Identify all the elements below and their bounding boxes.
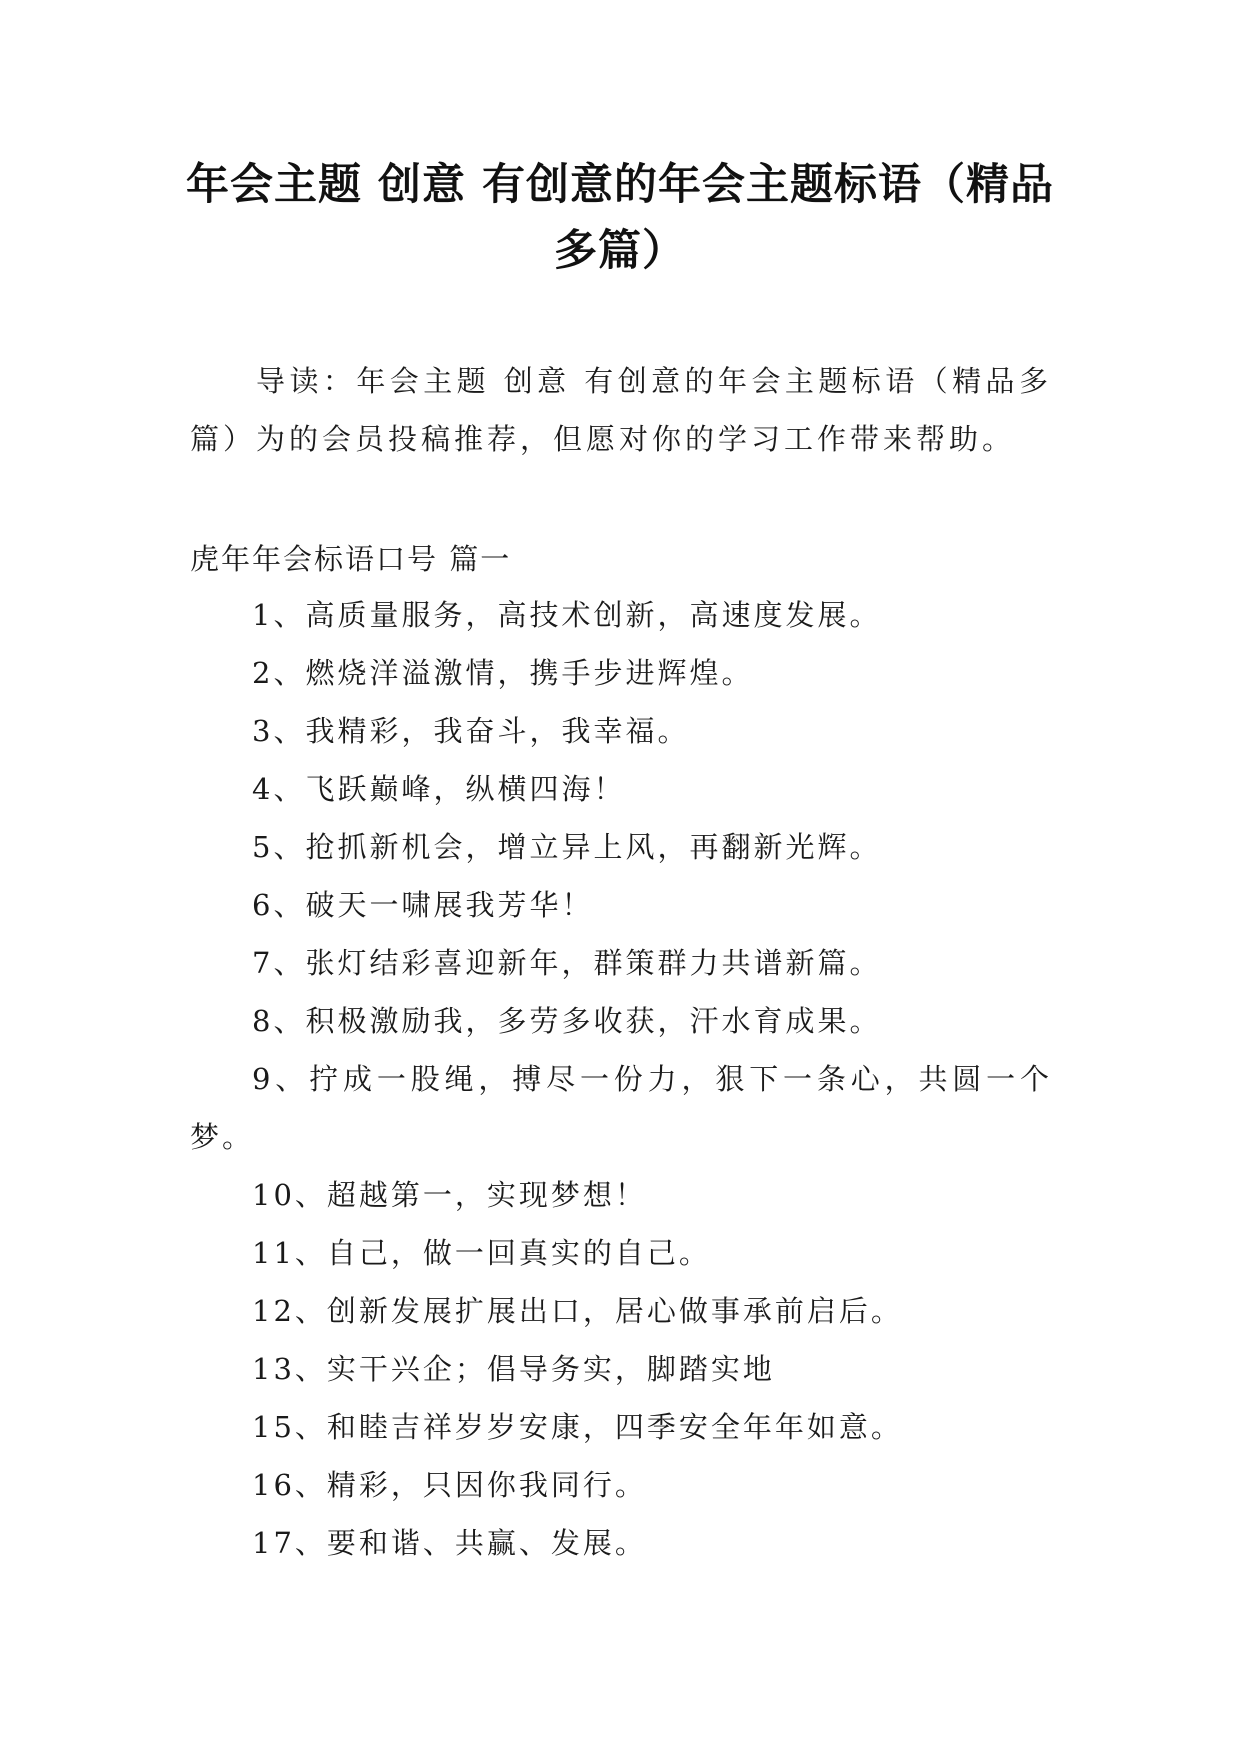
section-heading: 虎年年会标语口号 篇一: [190, 542, 512, 576]
slogan-item: 6、破天一啸展我芳华！: [252, 888, 594, 922]
slogan-item: 16、精彩，只因你我同行。: [252, 1468, 647, 1502]
slogan-item: 5、抢抓新机会，增立异上风，再翻新光辉。: [252, 830, 882, 864]
slogan-item: 1、高质量服务，高技术创新，高速度发展。: [252, 598, 882, 632]
slogan-item: 4、飞跃巅峰，纵横四海！: [252, 772, 626, 806]
slogan-item: 11、自己，做一回真实的自己。: [252, 1236, 711, 1270]
slogan-item: 9、拧成一股绳，搏尽一份力，狠下一条心，共圆一个梦。: [190, 1062, 1052, 1154]
slogan-item: 15、和睦吉祥岁岁安康，四季安全年年如意。: [252, 1410, 903, 1444]
slogan-list: [190, 586, 1052, 1572]
slogan-item: 17、要和谐、共赢、发展。: [252, 1526, 647, 1560]
slogan-item: 13、实干兴企；倡导务实，脚踏实地: [252, 1352, 775, 1386]
slogan-item: 7、张灯结彩喜迎新年，群策群力共谱新篇。: [252, 946, 882, 980]
document-title: 年会主题 创意 有创意的年会主题标语（精品多篇）: [186, 160, 1054, 276]
slogan-item: 8、积极激励我，多劳多收获，汗水育成果。: [252, 1004, 882, 1038]
slogan-item: 10、超越第一，实现梦想！: [252, 1178, 647, 1212]
intro-paragraph: 导读：年会主题 创意 有创意的年会主题标语（精品多篇）为的会员投稿推荐，但愿对你的学习工作带来帮助。: [190, 364, 1052, 456]
slogan-item: 12、创新发展扩展出口，居心做事承前启后。: [252, 1294, 903, 1328]
slogan-item: 3、我精彩，我奋斗，我幸福。: [252, 714, 690, 748]
slogan-item: 2、燃烧洋溢激情，携手步进辉煌。: [252, 656, 754, 690]
